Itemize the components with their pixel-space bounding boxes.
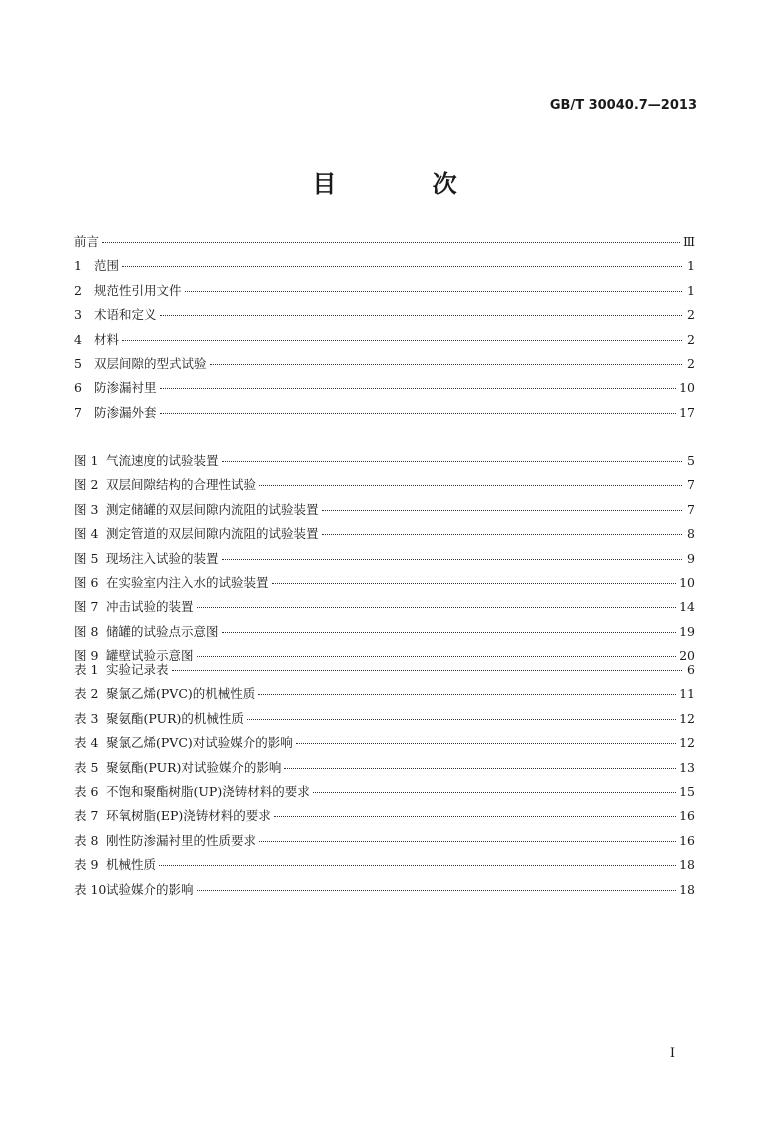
toc-entry-page: 1 (687, 282, 695, 298)
toc-figure-entry[interactable] (74, 573, 695, 597)
toc-entry-label: 材料 (94, 331, 120, 347)
toc-entry-number: 表 2 (74, 686, 99, 702)
toc-table-entry[interactable] (74, 855, 695, 879)
toc-entry-label: 储罐的试验点示意图 (106, 623, 219, 639)
toc-table-entry[interactable] (74, 831, 695, 855)
toc-table-entry[interactable] (74, 806, 695, 830)
toc-entry-number: 7 (74, 404, 82, 420)
toc-entry-label: 前言 (74, 234, 100, 249)
toc-entry-page: 5 (687, 453, 695, 468)
toc-entry-page: 8 (687, 526, 695, 542)
toc-entry-label: 机械性质 (106, 857, 157, 873)
dot-leader (322, 510, 682, 511)
dot-leader (274, 816, 676, 817)
toc-entry-number: 图 6 (74, 574, 99, 590)
page-number: I (669, 1046, 675, 1061)
toc-entry-label: 聚氯乙烯(PVC)的机械性质 (106, 686, 256, 702)
toc-entry-page: 17 (679, 404, 695, 420)
dot-leader (197, 890, 677, 891)
toc-entry-label: 试验媒介的影响 (106, 881, 194, 897)
toc-entry-number: 表 6 (74, 783, 99, 799)
dot-leader (197, 607, 677, 608)
toc-entry-page: 15 (679, 783, 695, 799)
toc-entry-number: 图 9 (74, 648, 99, 664)
toc-entry-number: 表 5 (74, 759, 99, 775)
toc-table-entry[interactable] (74, 684, 695, 708)
dot-leader (284, 768, 676, 769)
toc-entry-label: 罐壁试验示意图 (106, 648, 194, 664)
toc-entry-page: 16 (679, 808, 695, 824)
toc-entry-number: 5 (74, 355, 82, 371)
toc-entry-page: 6 (687, 662, 695, 677)
dot-leader (122, 266, 682, 267)
toc-table-entry[interactable] (74, 880, 695, 904)
toc-entry-page: 11 (679, 686, 695, 702)
toc-chapter-entry[interactable] (74, 330, 695, 354)
toc-entry-number: 表 4 (74, 735, 99, 751)
toc-figures (74, 451, 695, 671)
dot-leader (222, 559, 682, 560)
toc-figure-entry[interactable] (74, 549, 695, 573)
toc-entry-page: 7 (687, 477, 695, 493)
standard-code: GB/T 30040.7—2013 (549, 98, 697, 113)
toc-entry-page: 2 (687, 355, 695, 371)
toc-figure-entry[interactable] (74, 475, 695, 499)
dot-leader (210, 364, 682, 365)
toc-entry-label: 实验记录表 (106, 662, 169, 677)
toc-entry-number: 表 1 (74, 662, 99, 677)
toc-entry-page: 2 (687, 331, 695, 347)
toc-table-entry[interactable] (74, 782, 695, 806)
toc-entry-label: 防渗漏外套 (94, 404, 157, 420)
toc-entry-page: 2 (687, 307, 695, 323)
toc-figure-entry[interactable] (74, 500, 695, 524)
toc-entry-label: 双层间隙结构的合理性试验 (106, 477, 257, 493)
toc-entry-page: 18 (679, 881, 695, 897)
dot-leader (160, 388, 677, 389)
toc-entry-number: 图 7 (74, 599, 99, 615)
toc-entry-page: 16 (679, 832, 695, 848)
toc-entry-number: 3 (74, 307, 82, 323)
toc-table-entry[interactable] (74, 758, 695, 782)
toc-entry-number: 6 (74, 380, 82, 396)
toc-entry-page: 19 (679, 623, 695, 639)
toc-entry-page: 14 (679, 599, 695, 615)
dot-leader (272, 583, 677, 584)
toc-figure-entry[interactable] (74, 524, 695, 548)
toc-entry-number: 图 4 (74, 526, 99, 542)
dot-leader (322, 534, 682, 535)
toc-entry-label: 规范性引用文件 (94, 282, 182, 298)
toc-entry-page: 7 (687, 501, 695, 517)
toc-entry-number: 2 (74, 282, 82, 298)
toc-figure-entry[interactable] (74, 622, 695, 646)
toc-figure-entry[interactable] (74, 597, 695, 621)
toc-entry-label: 聚氨酯(PUR)对试验媒介的影响 (106, 759, 282, 775)
dot-leader (185, 291, 682, 292)
toc-entry-number: 表 10 (74, 881, 107, 897)
dot-leader (160, 315, 682, 316)
toc-entry-number: 表 3 (74, 710, 99, 726)
toc-entry-page: 20 (679, 648, 695, 664)
dot-leader (222, 632, 677, 633)
toc-entry-page: Ⅲ (682, 234, 695, 249)
dot-leader (172, 670, 682, 671)
toc-entry-page: 12 (679, 710, 695, 726)
toc-entry-number: 图 1 (74, 453, 99, 468)
dot-leader (313, 792, 676, 793)
dot-leader (159, 865, 676, 866)
toc-entry-label: 测定储罐的双层间隙内流阻的试验装置 (106, 501, 319, 517)
page-title: 目 次 (312, 170, 501, 198)
toc-tables (74, 660, 695, 904)
toc-entry-label: 气流速度的试验装置 (106, 453, 219, 468)
toc-entry-label: 聚氨酯(PUR)的机械性质 (106, 710, 244, 726)
dot-leader (259, 485, 682, 486)
toc-entry-number: 图 5 (74, 550, 99, 566)
toc-entry-label: 现场注入试验的装置 (106, 550, 219, 566)
dot-leader (258, 694, 676, 695)
dot-leader (102, 242, 680, 243)
toc-table-entry[interactable] (74, 660, 695, 684)
toc-entry-number: 表 8 (74, 832, 99, 848)
toc-chapter-entry[interactable] (74, 256, 695, 280)
toc-entry-page: 1 (687, 258, 695, 274)
dot-leader (247, 719, 676, 720)
toc-chapter-entry[interactable] (74, 378, 695, 402)
dot-leader (122, 340, 682, 341)
toc-chapter-entry[interactable] (74, 281, 695, 305)
toc-table-entry[interactable] (74, 733, 695, 757)
toc-entry-page: 13 (679, 759, 695, 775)
toc-chapter-entry[interactable] (74, 305, 695, 329)
toc-entry-page: 10 (679, 574, 695, 590)
toc-entry-number: 图 3 (74, 501, 99, 517)
dot-leader (222, 461, 682, 462)
toc-entry-number: 表 9 (74, 857, 99, 873)
toc-entry-label: 术语和定义 (94, 307, 157, 323)
toc-entry-number: 4 (74, 331, 82, 347)
dot-leader (197, 656, 677, 657)
toc-entry-number: 1 (74, 258, 82, 274)
toc-entry-page: 9 (687, 550, 695, 566)
toc-entry-label: 刚性防渗漏衬里的性质要求 (106, 832, 257, 848)
toc-table-entry[interactable] (74, 709, 695, 733)
toc-chapters (74, 232, 695, 427)
dot-leader (259, 841, 676, 842)
toc-entry-page: 18 (679, 857, 695, 873)
toc-entry-number: 图 2 (74, 477, 99, 493)
toc-entry-label: 双层间隙的型式试验 (94, 355, 207, 371)
toc-chapter-entry[interactable] (74, 354, 695, 378)
toc-entry-label: 范围 (94, 258, 120, 274)
dot-leader (160, 413, 677, 414)
toc-entry-number: 图 8 (74, 623, 99, 639)
toc-entry-label: 在实验室内注入水的试验装置 (106, 574, 269, 590)
toc-entry-label: 环氧树脂(EP)浇铸材料的要求 (106, 808, 271, 824)
toc-entry-label: 防渗漏衬里 (94, 380, 157, 396)
toc-entry-page: 12 (679, 735, 695, 751)
toc-entry-page: 10 (679, 380, 695, 396)
toc-chapter-entry[interactable] (74, 232, 695, 256)
toc-chapter-entry[interactable] (74, 403, 695, 427)
toc-entry-label: 不饱和聚酯树脂(UP)浇铸材料的要求 (106, 783, 310, 799)
toc-entry-label: 冲击试验的装置 (106, 599, 194, 615)
toc-entry-number: 表 7 (74, 808, 99, 824)
dot-leader (296, 743, 676, 744)
toc-entry-label: 测定管道的双层间隙内流阻的试验装置 (106, 526, 319, 542)
toc-entry-label: 聚氯乙烯(PVC)对试验媒介的影响 (106, 735, 293, 751)
toc-figure-entry[interactable] (74, 451, 695, 475)
